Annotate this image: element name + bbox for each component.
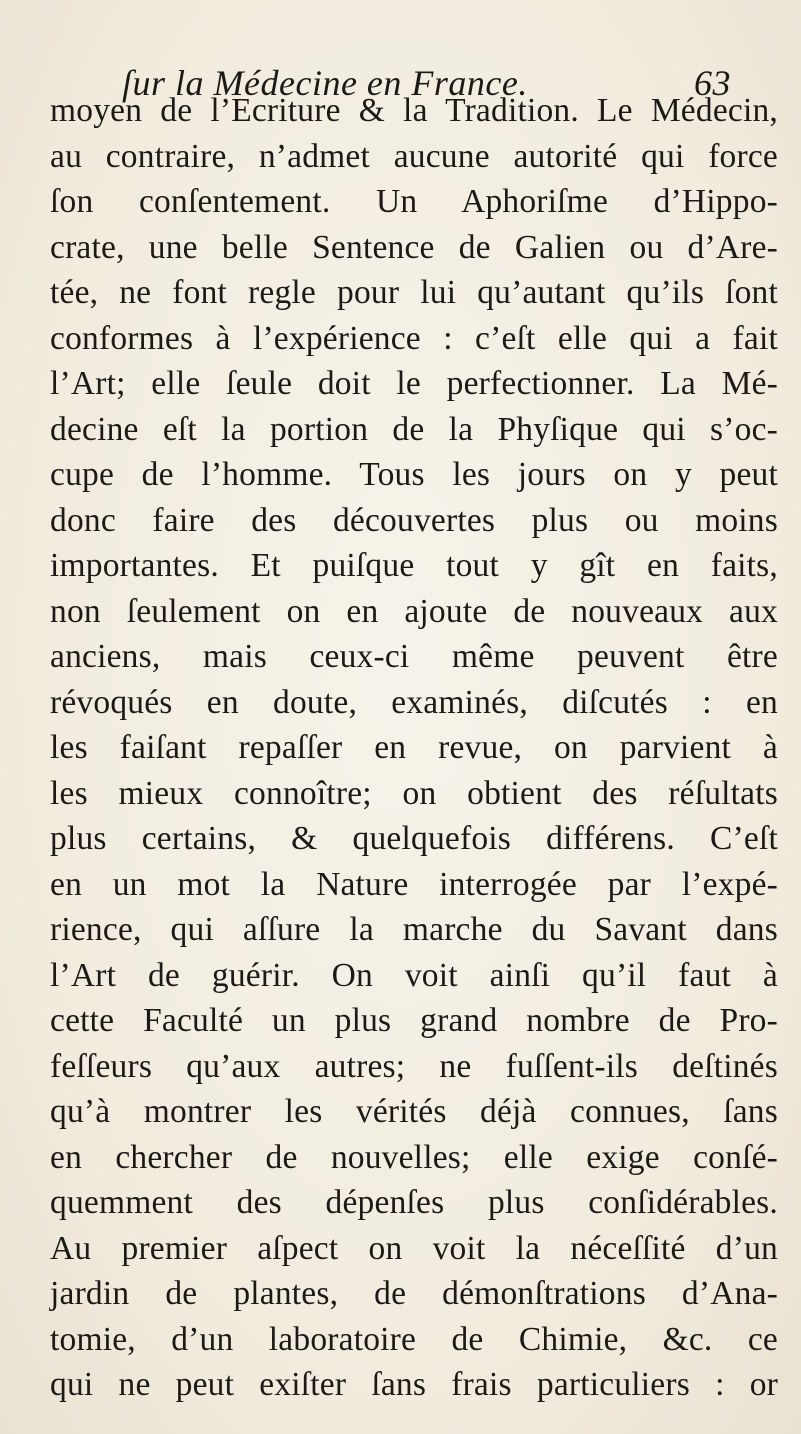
text-line: moyen de l’Ecriture & la Tradition. Le Médecin, — [50, 92, 778, 129]
page-number: 63 — [694, 63, 731, 103]
text-line: importantes. Et puiſque tout y gît en faits, — [50, 547, 778, 584]
text-line: l’Art; elle ſeule doit le perfectionner. La Mé- — [50, 365, 778, 402]
text-line: non ſeulement on en ajoute de nouveaux aux — [50, 592, 778, 630]
text-line: en chercher de nouvelles; elle exige conſé- — [50, 1138, 778, 1176]
text-line: donc faire des découvertes plus ou moins — [50, 501, 778, 539]
text-line: feſſeurs qu’aux autres; ne fuſſent-ils deſtinés — [50, 1047, 778, 1085]
text-line: decine eſt la portion de la Phyſique qui s’oc- — [50, 410, 778, 448]
body-text — [50, 88, 778, 1408]
text-line: les mieux connoître; on obtient des réſultats — [50, 774, 778, 812]
running-title: ſur la Médecine en France. — [122, 63, 528, 103]
text-line: anciens, mais ceux-ci même peuvent être — [50, 638, 778, 675]
text-line: cupe de l’homme. Tous les jours on y peut — [50, 456, 778, 493]
text-line: plus certains, & quelquefois différens. C’eſt — [50, 820, 778, 857]
text-line: révoqués en doute, examinés, diſcutés : en — [50, 683, 778, 721]
text-line: quemment des dépenſes plus conſidérables. — [50, 1184, 778, 1221]
text-line: les faiſant repaſſer en revue, on parvient à — [50, 729, 778, 766]
text-line: tée, ne font regle pour lui qu’autant qu’ils ſont — [50, 274, 778, 311]
text-line: en un mot la Nature interrogée par l’expé- — [50, 865, 778, 903]
text-line: rience, qui aſſure la marche du Savant dans — [50, 911, 778, 948]
text-line: crate, une belle Sentence de Galien ou d’Are- — [50, 228, 778, 266]
text-line: au contraire, n’admet aucune autorité qui force — [50, 137, 778, 175]
text-line: cette Faculté un plus grand nombre de Pro- — [50, 1002, 778, 1039]
text-line: conformes à l’expérience : c’eſt elle qui a fait — [50, 319, 778, 357]
text-line: qu’à montrer les vérités déjà connues, ſans — [50, 1093, 778, 1130]
text-line: jardin de plantes, de démonſtrations d’Ana- — [50, 1275, 778, 1312]
text-line: tomie, d’un laboratoire de Chimie, &c. ce — [50, 1320, 778, 1358]
text-line: ſon conſentement. Un Aphoriſme d’Hippo- — [50, 183, 778, 220]
text-line: Au premier aſpect on voit la néceſſité d’un — [50, 1229, 778, 1267]
text-line: qui ne peut exiſter ſans frais particuliers : or — [50, 1366, 778, 1403]
text-line: l’Art de guérir. On voit ainſi qu’il faut à — [50, 956, 778, 994]
